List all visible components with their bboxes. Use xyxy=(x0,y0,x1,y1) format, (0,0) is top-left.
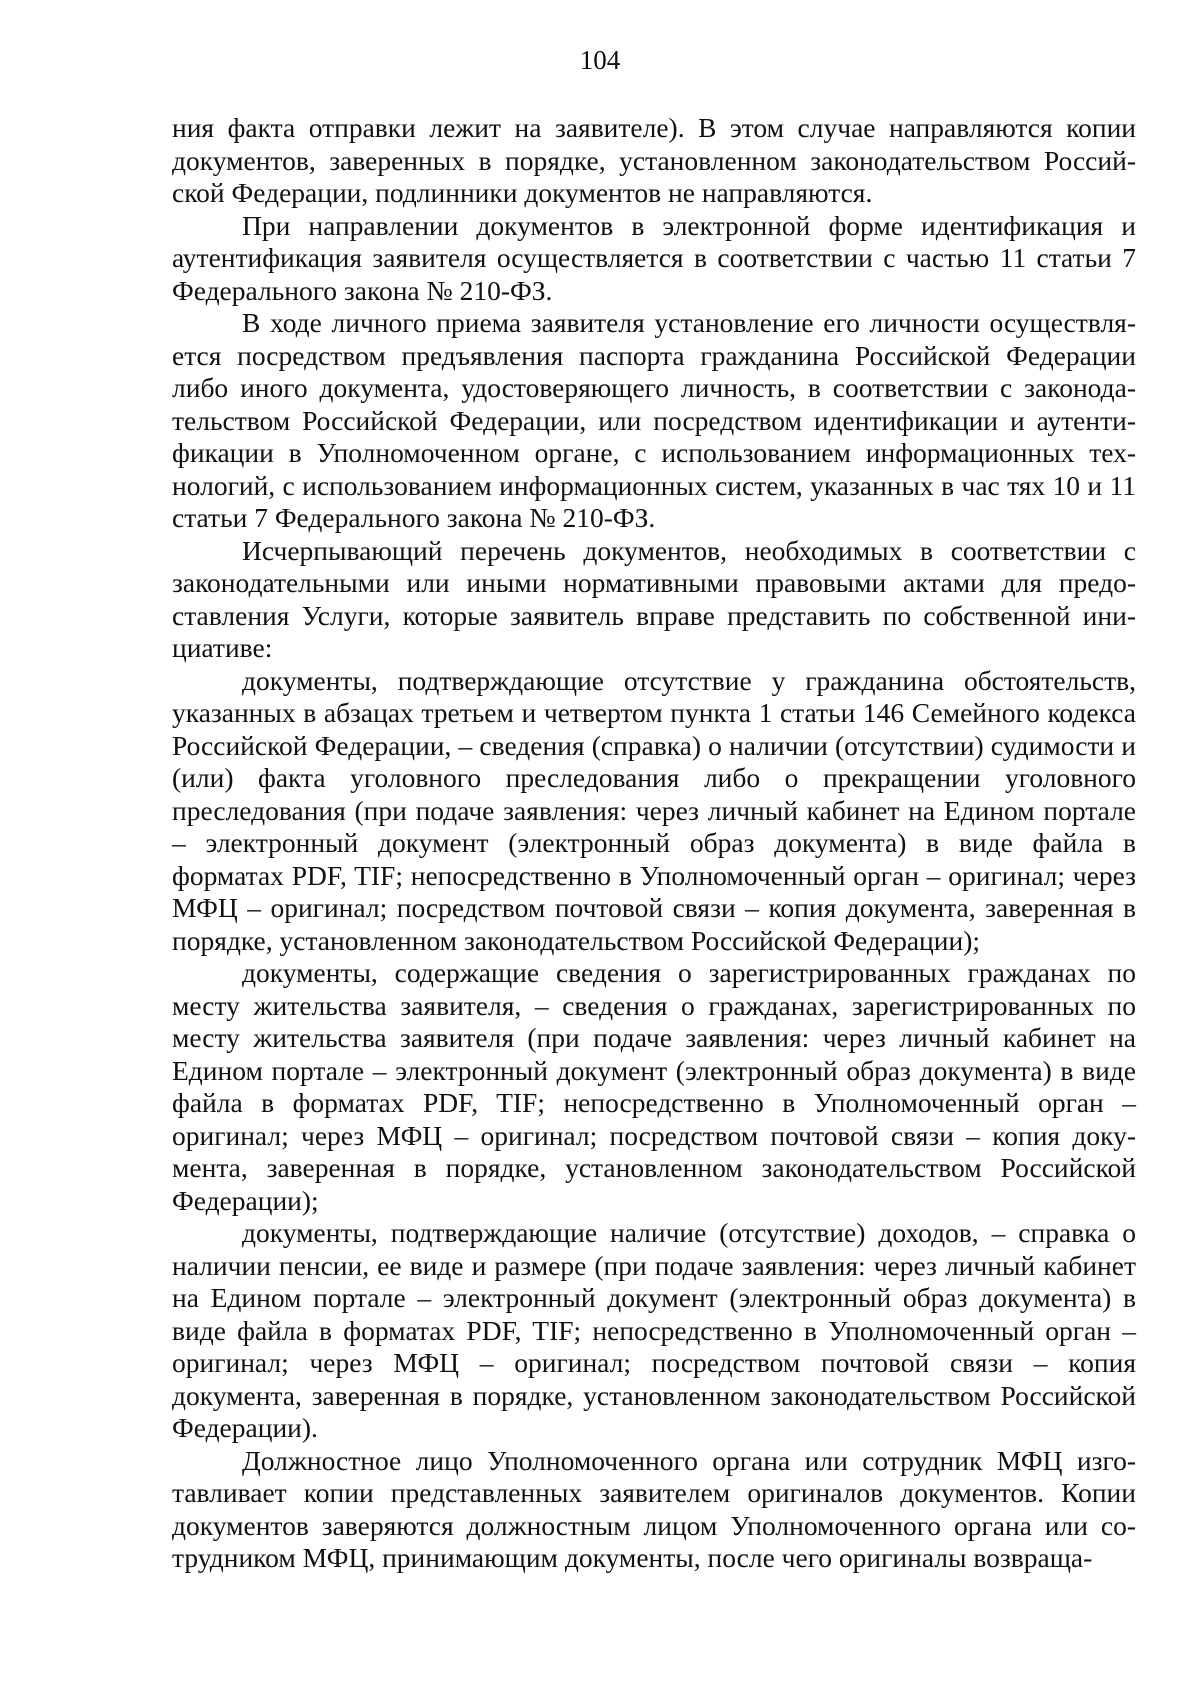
document-body xyxy=(172,112,1136,1575)
paragraph-6: документы, содержащие сведения о зарегистрированных гражданах по месту жительства заявителя, – сведения о гражданах, зарегистрированных по месту жительства заявителя (при подаче заявления: через личный кабинет на Едином портале – электронный документ (электронный образ документа) в виде файла в форматах PDF, TIF; непосредственно в Уполномоченный орган – оригинал; через МФЦ – оригинал; посредством почтовой связи – копия документа, заверенная в порядке, установленном законодательством Российской Федерации); xyxy=(172,957,1136,1216)
page-number: 104 xyxy=(579,45,621,75)
paragraph-7: документы, подтверждающие наличие (отсутствие) доходов, – справка о наличии пенсии, ее виде и размере (при подаче заявления: через личный кабинет на Едином портале – электронный документ (электронный образ документа) в виде файла в форматах PDF, TIF; непосредственно в Уполномоченный орган – оригинал; через МФЦ – оригинал; посредством почтовой связи – копия документа, заверенная в порядке, установленном законодательством Российской Федерации). xyxy=(172,1217,1136,1443)
paragraph-4: Исчерпывающий перечень документов, необходимых в соответствии с законодательными или иными нормативными правовыми актами для предоставления Услуги, которые заявитель вправе представить по собственной инициативе: xyxy=(172,534,1136,663)
paragraph-8: Должностное лицо Уполномоченного органа или сотрудник МФЦ изготавливает копии представленных заявителем оригиналов документов. Копии документов заверяются должностным лицом Уполномоченного органа или сотрудником МФЦ, принимающим документы, после чего оригиналы возвраща- xyxy=(172,1444,1136,1573)
paragraph-2: При направлении документов в электронной форме идентификация и аутентификация заявителя осуществляется в соответствии с частью 11 статьи 7 Федерального закона № 210-ФЗ. xyxy=(172,209,1136,306)
paragraph-1: ния факта отправки лежит на заявителе). В этом случае направляются копии документов, заверенных в порядке, установленном законодательством Российской Федерации, подлинники документов не направляются. xyxy=(172,112,1136,208)
paragraph-3: В ходе личного приема заявителя установление его личности осуществляется посредством предъявления паспорта гражданина Российской Федерации либо иного документа, удостоверяющего личность, в соответствии с законодательством Российской Федерации, или посредством идентификации и аутентификации в Уполномоченном органе, с использованием информационных технологий, с использованием информационных систем, указанных в час тях 10 и 11 статьи 7 Федерального закона № 210-ФЗ. xyxy=(172,307,1136,533)
paragraph-5: документы, подтверждающие отсутствие у гражданина обстоятельств, указанных в абзацах третьем и четвертом пункта 1 статьи 146 Семейного кодекса Российской Федерации, – сведения (справка) о наличии (отсутствии) судимости и (или) факта уголовного преследования либо о прекращении уголовного преследования (при подаче заявления: через личный кабинет на Едином портале – электронный документ (электронный образ документа) в виде файла в форматах PDF, TIF; непосредственно в Уполномоченный орган – оригинал; через МФЦ – оригинал; посредством почтовой связи – копия документа, заверенная в порядке, установленном законодательством Российской Федерации); xyxy=(172,664,1136,956)
